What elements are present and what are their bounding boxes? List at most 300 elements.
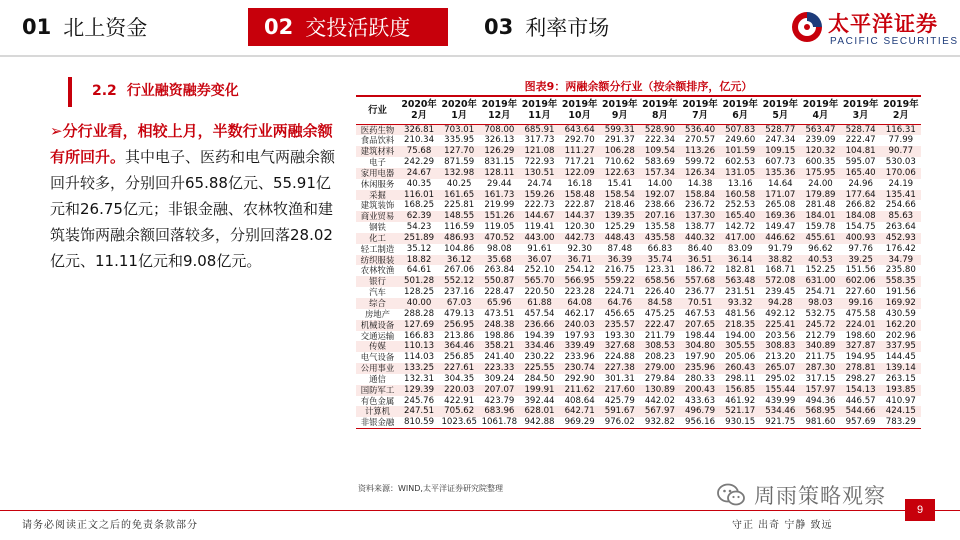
balance-cell: 65.96 [479, 298, 519, 309]
balance-cell: 831.15 [484, 157, 515, 168]
table-row [356, 222, 921, 233]
balance-cell: 292.70 [564, 135, 595, 146]
balance-cell: 722.93 [524, 157, 555, 168]
balance-cell: 424.15 [881, 406, 921, 417]
balance-cell: 439.99 [765, 395, 796, 406]
balance-cell: 220.50 [524, 287, 555, 298]
balance-cell: 225.81 [444, 200, 475, 211]
balance-cell: 263.64 [885, 222, 916, 233]
balance-cell: 122.09 [560, 168, 600, 179]
balance-cell: 197.93 [564, 330, 595, 341]
balance-cell: 475.58 [845, 308, 876, 319]
balance-cell: 186.72 [685, 265, 716, 276]
table-row [356, 298, 921, 309]
balance-cell: 224.71 [604, 287, 635, 298]
balance-cell: 36.07 [519, 255, 559, 266]
balance-cell: 242.29 [404, 157, 435, 168]
industry-cell: 电气设备 [360, 352, 395, 363]
industry-cell: 商业贸易 [356, 211, 399, 222]
balance-cell: 84.58 [640, 298, 680, 309]
balance-cell: 83.09 [727, 243, 753, 254]
column-header-line1: 2019年 [481, 99, 518, 111]
balance-cell: 194.95 [845, 352, 876, 363]
industry-cell: 休闲服务 [360, 178, 395, 189]
table-row [356, 396, 921, 407]
balance-cell: 233.96 [564, 352, 595, 363]
balance-cell: 222.47 [845, 135, 876, 146]
balance-cell: 400.93 [841, 233, 881, 244]
balance-cell: 976.02 [600, 417, 640, 428]
tab-interest-rate-market[interactable] [484, 8, 609, 46]
table-row [356, 341, 921, 352]
balance-cell: 467.53 [685, 308, 716, 319]
balance-cell: 135.58 [644, 222, 675, 233]
column-header-line2: 2月 [411, 109, 428, 121]
balance-cell: 530.03 [885, 157, 916, 168]
balance-cell: 600.35 [805, 157, 836, 168]
column-header [479, 98, 519, 124]
balance-cell: 703.01 [439, 124, 479, 135]
balance-cell: 364.46 [439, 341, 479, 352]
balance-cell: 104.81 [841, 146, 881, 157]
balance-cell: 583.69 [644, 157, 675, 168]
table-row [356, 287, 921, 298]
balance-cell: 252.10 [524, 265, 555, 276]
balance-cell: 191.56 [885, 287, 916, 298]
column-header-line1: 行业 [368, 104, 387, 116]
balance-cell: 225.41 [760, 320, 800, 331]
balance-cell: 77.99 [888, 135, 914, 146]
balance-cell: 85.63 [881, 211, 921, 222]
balance-cell: 507.83 [720, 124, 760, 135]
column-header-line1: 2019年 [602, 99, 638, 111]
balance-cell: 149.47 [765, 222, 796, 233]
balance-cell: 120.32 [800, 146, 840, 157]
balance-cell: 126.29 [479, 146, 519, 157]
balance-cell: 599.31 [600, 124, 640, 135]
column-header-line1: 2019年 [642, 99, 678, 111]
balance-cell: 166.83 [404, 330, 435, 341]
balance-cell: 254.66 [885, 200, 916, 211]
balance-cell: 461.92 [725, 395, 756, 406]
footer-divider [0, 510, 960, 511]
balance-cell: 247.51 [399, 406, 439, 417]
table-row [356, 233, 921, 244]
balance-cell: 563.47 [800, 124, 840, 135]
column-header [800, 98, 840, 124]
balance-cell: 133.25 [399, 363, 439, 374]
balance-cell: 90.77 [881, 146, 921, 157]
balance-cell: 216.75 [604, 265, 635, 276]
balance-cell: 969.29 [560, 417, 600, 428]
balance-cell: 496.79 [680, 406, 720, 417]
balance-cell: 158.54 [600, 190, 640, 201]
balance-cell: 265.07 [760, 363, 800, 374]
balance-cell: 287.30 [800, 363, 840, 374]
header-divider [0, 55, 960, 57]
balance-cell: 39.25 [841, 255, 881, 266]
industry-cell: 化工 [356, 233, 399, 244]
balance-cell: 207.16 [640, 211, 680, 222]
tab-number: 01 [22, 15, 52, 39]
column-header-line2: 2月 [892, 109, 909, 121]
balance-cell: 218.46 [604, 200, 635, 211]
balance-cell: 239.09 [805, 135, 836, 146]
balance-cell: 200.43 [680, 385, 720, 396]
balance-cell: 241.40 [484, 352, 515, 363]
paragraph-highlight: 分行业看，相较上月，半数行业两融余额有所回升。 [50, 122, 333, 166]
balance-cell: 116.59 [444, 222, 475, 233]
balance-cell: 101.59 [720, 146, 760, 157]
balance-cell: 132.98 [439, 168, 479, 179]
tab-trading-activity[interactable] [248, 8, 448, 46]
balance-cell: 192.07 [640, 190, 680, 201]
column-header-line1: 2019年 [682, 99, 718, 111]
tab-number: 02 [264, 15, 294, 39]
column-header [760, 98, 800, 124]
balance-cell: 563.48 [720, 276, 760, 287]
balance-cell: 643.64 [560, 124, 600, 135]
balance-cell: 151.26 [479, 211, 519, 222]
balance-cell: 36.39 [600, 255, 640, 266]
balance-cell: 249.60 [725, 135, 756, 146]
balance-cell: 251.89 [399, 233, 439, 244]
balance-cell: 224.01 [841, 320, 881, 331]
balance-cell: 534.46 [760, 406, 800, 417]
balance-cell: 224.88 [604, 352, 635, 363]
balance-cell: 565.70 [519, 276, 559, 287]
table-row [356, 385, 921, 396]
balance-cell: 98.08 [487, 243, 512, 254]
industry-cell: 传媒 [356, 341, 399, 352]
balance-cell: 708.00 [479, 124, 519, 135]
balance-cell: 288.28 [404, 308, 435, 319]
pacific-logo-icon [790, 10, 824, 44]
balance-cell: 236.77 [685, 287, 716, 298]
industry-cell: 纺织服装 [356, 255, 399, 266]
balance-cell: 685.91 [519, 124, 559, 135]
balance-cell: 236.72 [685, 200, 716, 211]
balance-cell: 36.71 [560, 255, 600, 266]
balance-cell: 284.50 [524, 373, 555, 384]
balance-cell: 120.30 [564, 222, 595, 233]
balance-cell: 144.45 [885, 352, 916, 363]
balance-cell: 114.03 [404, 352, 435, 363]
column-header-line2: 3月 [852, 109, 869, 121]
balance-cell: 198.44 [685, 330, 716, 341]
balance-cell: 207.65 [680, 320, 720, 331]
balance-cell: 40.00 [399, 298, 439, 309]
column-header-line1: 2019年 [842, 99, 879, 111]
balance-cell: 159.26 [519, 190, 559, 201]
paragraph-body: 其中电子、医药和电气两融余额回升较多，分别回升65.88亿元、55.91亿元和26.75亿元；非银金融、农林牧渔和建筑装饰两融余额回落较多，分别回落28.02亿元、11.11亿元和9.08亿元。 [50, 148, 336, 270]
column-header-line1: 2019年 [762, 99, 799, 111]
balance-cell: 218.35 [720, 320, 760, 331]
balance-cell: 128.11 [479, 168, 519, 179]
balance-cell: 239.45 [765, 287, 796, 298]
balance-cell: 705.62 [439, 406, 479, 417]
balance-cell: 24.67 [399, 168, 439, 179]
balance-cell: 175.95 [800, 168, 840, 179]
tab-label: 交投活跃度 [305, 16, 411, 40]
data-source-note: 资料来源：WIND,太平洋证券研究院整理 [358, 484, 503, 493]
balance-cell: 213.20 [765, 352, 796, 363]
balance-cell: 93.32 [720, 298, 760, 309]
balance-cell: 1061.78 [479, 417, 519, 428]
table-row [356, 190, 921, 201]
balance-cell: 591.67 [600, 406, 640, 417]
balance-cell: 170.06 [881, 168, 921, 179]
balance-cell: 528.77 [760, 124, 800, 135]
balance-cell: 558.35 [881, 276, 921, 287]
balance-cell: 544.66 [841, 406, 881, 417]
balance-cell: 226.40 [644, 287, 675, 298]
balance-cell: 408.64 [564, 395, 595, 406]
column-header [399, 98, 439, 124]
balance-cell: 602.06 [841, 276, 881, 287]
balance-cell: 528.74 [841, 124, 881, 135]
industry-cell: 建筑材料 [356, 146, 399, 157]
balance-cell: 291.37 [604, 135, 635, 146]
balance-cell: 14.38 [687, 178, 713, 189]
balance-cell: 97.76 [848, 243, 873, 254]
balance-cell: 127.69 [399, 320, 439, 331]
balance-cell: 486.93 [439, 233, 479, 244]
balance-cell: 930.15 [720, 417, 760, 428]
balance-cell: 532.75 [805, 308, 836, 319]
page-number: 9 [905, 499, 935, 521]
section-title [92, 80, 239, 100]
balance-cell: 228.47 [484, 287, 515, 298]
balance-cell: 162.20 [881, 320, 921, 331]
column-header-line2: 7月 [692, 109, 708, 121]
balance-cell: 710.62 [604, 157, 635, 168]
industry-cell: 非银金融 [356, 417, 399, 428]
balance-cell: 295.02 [765, 373, 796, 384]
balance-cell: 717.21 [564, 157, 595, 168]
balance-cell: 208.23 [644, 352, 675, 363]
column-header-line2: 8月 [651, 109, 668, 121]
balance-cell: 132.31 [404, 373, 435, 384]
balance-cell: 129.39 [399, 385, 439, 396]
column-header [680, 98, 720, 124]
balance-cell: 223.33 [479, 363, 519, 374]
balance-cell: 536.40 [680, 124, 720, 135]
column-header [560, 98, 600, 124]
balance-cell: 24.74 [527, 178, 552, 189]
balance-cell: 236.66 [519, 320, 559, 331]
analysis-paragraph [50, 118, 342, 274]
balance-cell: 176.42 [885, 243, 916, 254]
balance-cell: 116.01 [399, 190, 439, 201]
balance-cell: 430.59 [885, 308, 916, 319]
wechat-icon [716, 482, 746, 508]
balance-cell: 155.44 [760, 385, 800, 396]
table-row [356, 352, 921, 363]
column-header [439, 98, 479, 124]
balance-cell: 422.91 [444, 395, 475, 406]
industry-cell: 银行 [356, 276, 399, 287]
balance-cell: 168.25 [404, 200, 435, 211]
balance-cell: 70.51 [680, 298, 720, 309]
balance-cell: 266.82 [845, 200, 876, 211]
balance-cell: 202.96 [885, 330, 916, 341]
footer-motto: 守正 出奇 宁静 致远 [732, 520, 833, 531]
balance-cell: 423.79 [484, 395, 515, 406]
balance-cell: 29.44 [487, 178, 512, 189]
balance-cell: 152.25 [805, 265, 836, 276]
balance-cell: 658.56 [640, 276, 680, 287]
balance-cell: 254.71 [805, 287, 836, 298]
table-top-rule [356, 95, 921, 97]
balance-cell: 213.86 [444, 330, 475, 341]
table-row [356, 211, 921, 222]
balance-cell: 327.68 [600, 341, 640, 352]
industry-cell: 综合 [356, 298, 399, 309]
balance-cell: 211.79 [644, 330, 675, 341]
balance-cell: 494.36 [805, 395, 836, 406]
balance-cell: 602.53 [725, 157, 756, 168]
balance-cell: 317.15 [805, 373, 836, 384]
balance-cell: 475.25 [644, 308, 675, 319]
industry-cell: 通信 [369, 373, 386, 384]
balance-cell: 182.81 [725, 265, 756, 276]
balance-cell: 109.54 [640, 146, 680, 157]
industry-cell: 交通运输 [360, 330, 395, 341]
balance-cell: 14.00 [647, 178, 673, 189]
balance-cell: 392.44 [524, 395, 555, 406]
balance-cell: 222.34 [644, 135, 675, 146]
industry-cell: 房地产 [364, 308, 391, 319]
balance-cell: 211.75 [805, 352, 836, 363]
balance-cell: 309.24 [484, 373, 515, 384]
tab-label: 利率市场 [525, 16, 610, 40]
balance-cell: 24.19 [888, 178, 914, 189]
balance-cell: 334.46 [519, 341, 559, 352]
industry-cell: 汽车 [369, 287, 386, 298]
tab-label: 北上资金 [63, 16, 148, 40]
balance-cell: 15.41 [607, 178, 633, 189]
table-row [356, 255, 921, 266]
industry-cell: 家用电器 [356, 168, 399, 179]
balance-cell: 66.83 [647, 243, 673, 254]
balance-cell: 157.97 [800, 385, 840, 396]
balance-cell: 36.51 [680, 255, 720, 266]
balance-cell: 304.80 [680, 341, 720, 352]
margin-balance-table [356, 98, 921, 429]
balance-cell: 462.17 [564, 308, 595, 319]
balance-cell: 340.89 [800, 341, 840, 352]
table-row [356, 157, 921, 168]
column-header-line1: 2020年 [441, 99, 477, 111]
balance-cell: 210.34 [404, 135, 435, 146]
balance-cell: 198.86 [484, 330, 515, 341]
balance-cell: 245.76 [404, 395, 435, 406]
tab-northbound-funds[interactable] [22, 8, 147, 46]
balance-cell: 87.48 [607, 243, 633, 254]
balance-cell: 119.41 [524, 222, 555, 233]
balance-cell: 35.74 [640, 255, 680, 266]
balance-cell: 559.22 [600, 276, 640, 287]
balance-cell: 131.05 [720, 168, 760, 179]
balance-cell: 222.47 [640, 320, 680, 331]
balance-cell: 219.99 [484, 200, 515, 211]
balance-cell: 92.30 [567, 243, 592, 254]
balance-cell: 222.87 [564, 200, 595, 211]
balance-cell: 452.93 [881, 233, 921, 244]
balance-cell: 631.00 [800, 276, 840, 287]
table-row [356, 168, 921, 179]
balance-cell: 492.12 [765, 308, 796, 319]
industry-cell: 采掘 [356, 190, 399, 201]
table-row [356, 265, 921, 276]
balance-cell: 144.67 [519, 211, 559, 222]
balance-cell: 13.16 [727, 178, 753, 189]
column-header-line2: 4月 [812, 109, 829, 121]
balance-cell: 130.51 [519, 168, 559, 179]
table-title: 图表9：两融余额分行业（按余额排序，亿元） [524, 80, 753, 93]
balance-cell: 14.64 [768, 178, 793, 189]
balance-cell: 473.51 [484, 308, 515, 319]
table-row [356, 363, 921, 374]
column-header-line2: 11月 [528, 109, 551, 121]
tab-number: 03 [484, 15, 514, 39]
column-header-line1: 2019年 [561, 99, 598, 111]
balance-cell: 64.61 [406, 265, 432, 276]
balance-cell: 198.60 [845, 330, 876, 341]
balance-cell: 256.85 [444, 352, 475, 363]
balance-cell: 128.25 [404, 287, 435, 298]
balance-cell: 139.35 [600, 211, 640, 222]
column-header-line2: 5月 [772, 109, 789, 121]
balance-cell: 54.23 [406, 222, 432, 233]
balance-cell: 326.13 [484, 135, 515, 146]
balance-cell: 64.08 [560, 298, 600, 309]
industry-cell: 有色金属 [360, 395, 395, 406]
table-row [356, 331, 921, 342]
table-row [356, 276, 921, 287]
balance-cell: 227.38 [600, 363, 640, 374]
balance-cell: 317.73 [524, 135, 555, 146]
balance-cell: 417.00 [720, 233, 760, 244]
balance-cell: 683.96 [479, 406, 519, 417]
balance-cell: 339.49 [560, 341, 600, 352]
balance-cell: 298.27 [845, 373, 876, 384]
balance-cell: 165.40 [841, 168, 881, 179]
balance-cell: 358.21 [479, 341, 519, 352]
section-tabs [0, 0, 760, 56]
column-header-line1: 2019年 [883, 99, 919, 111]
balance-cell: 91.61 [527, 243, 552, 254]
balance-cell: 521.17 [720, 406, 760, 417]
balance-cell: 148.55 [439, 211, 479, 222]
industry-cell: 机械设备 [356, 320, 399, 331]
balance-cell: 62.39 [399, 211, 439, 222]
balance-cell: 40.25 [446, 178, 472, 189]
balance-cell: 161.73 [479, 190, 519, 201]
balance-cell: 231.51 [725, 287, 756, 298]
balance-cell: 177.64 [841, 190, 881, 201]
balance-cell: 1023.65 [439, 417, 479, 428]
balance-cell: 61.88 [519, 298, 559, 309]
balance-cell: 245.72 [800, 320, 840, 331]
balance-cell: 36.12 [439, 255, 479, 266]
balance-cell: 628.01 [519, 406, 559, 417]
table-row [356, 200, 921, 211]
balance-cell: 16.18 [567, 178, 592, 189]
balance-cell: 572.08 [760, 276, 800, 287]
balance-cell: 165.40 [720, 211, 760, 222]
